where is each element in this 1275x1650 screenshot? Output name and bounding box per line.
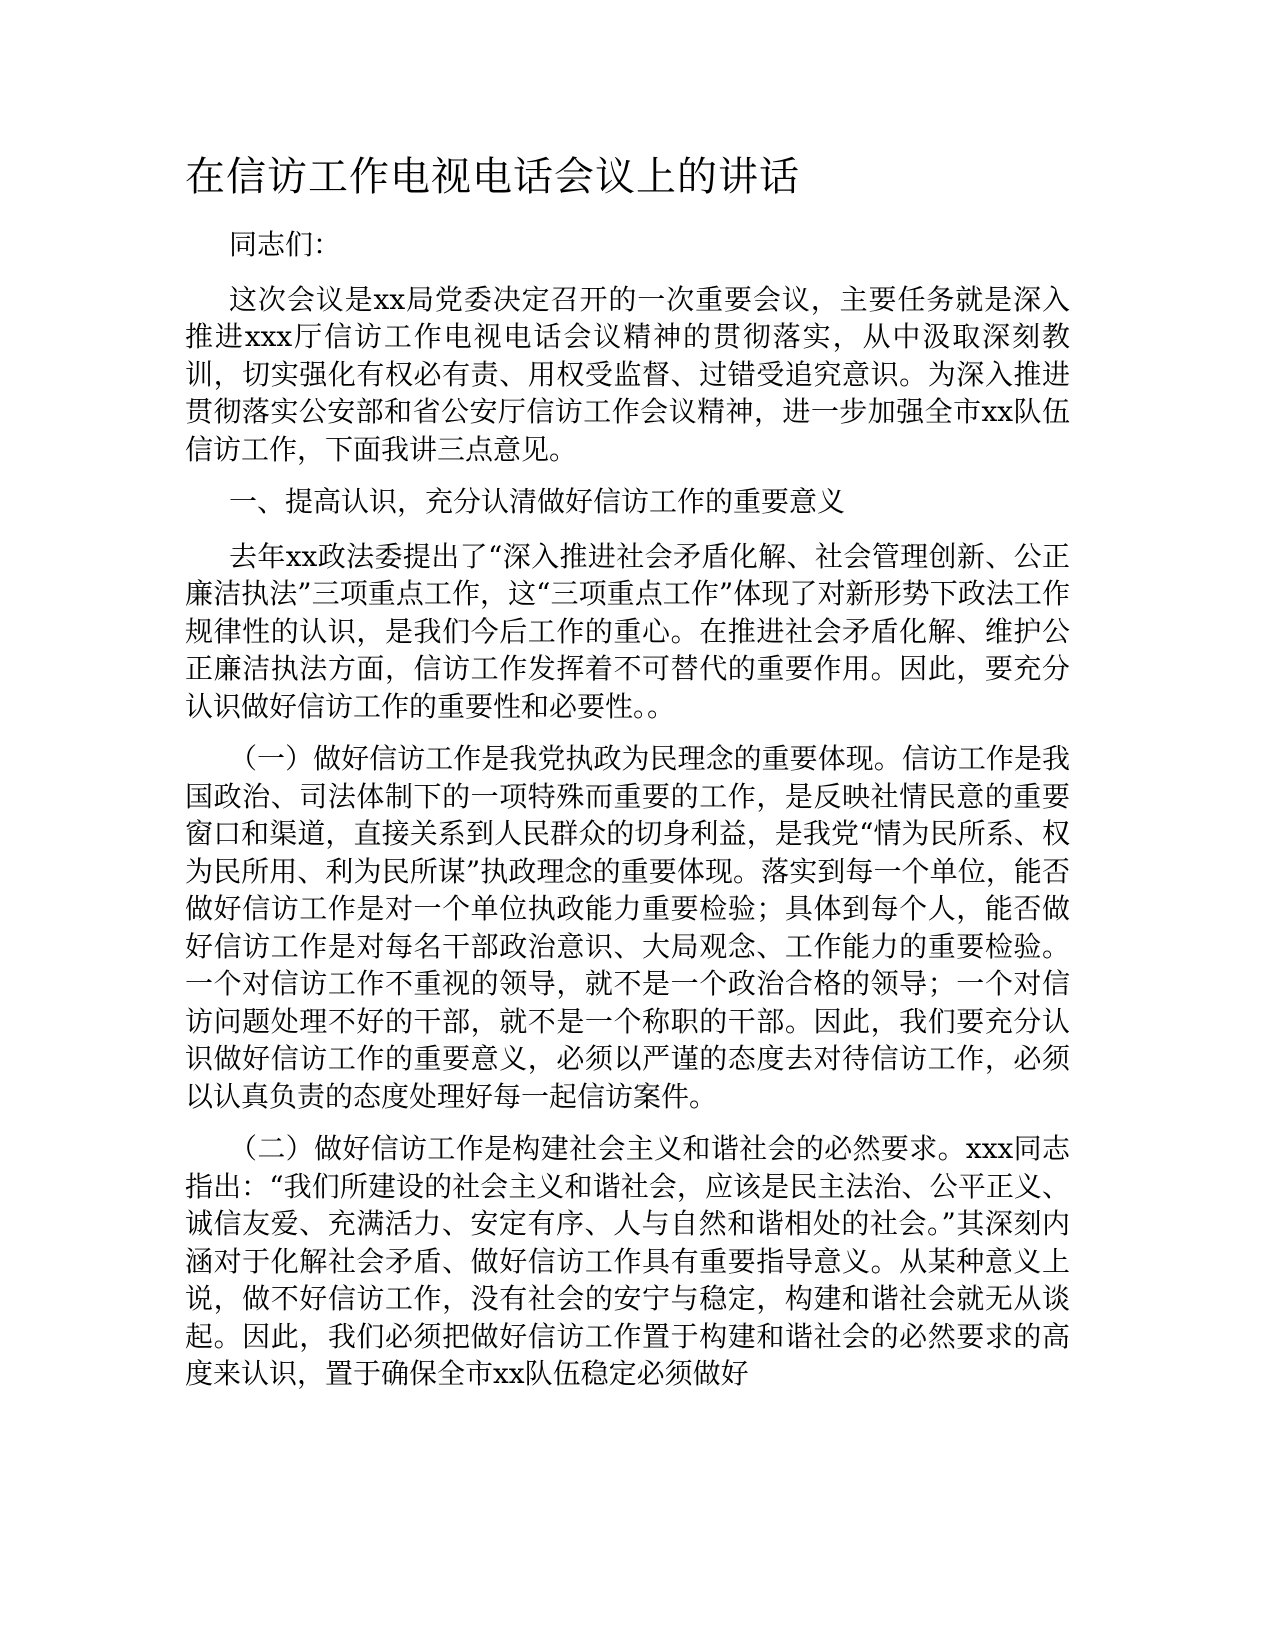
subsection-1-paragraph: （一）做好信访工作是我党执政为民理念的重要体现。信访工作是我国政治、司法体制下的一项特殊而重要的工作，是反映社情民意的重要窗口和渠道，直接关系到人民群众的切身利益，是我党“情为民所系、权为民所用、利为民所谋”执政理念的重要体现。落实到每一个单位，能否做好信访工作是对一个单位执政能力重要检验；具体到每个人，能否做好信访工作是对每名干部政治意识、大局观念、工作能力的重要检验。一个对信访工作不重视的领导，就不是一个政治合格的领导；一个对信访问题处理不好的干部，就不是一个称职的干部。因此，我们要充分认识做好信访工作的重要意义，必须以严谨的态度去对待信访工作，必须以认真负责的态度处理好每一起信访案件。: [185, 742, 1070, 1113]
salutation: 同志们：: [229, 228, 342, 261]
section-heading-1: 一、提高认识，充分认清做好信访工作的重要意义: [229, 485, 846, 518]
subsection-2-paragraph: （二）做好信访工作是构建社会主义和谐社会的必然要求。xxx同志指出：“我们所建设的社会主义和谐社会，应该是民主法治、公平正义、诚信友爱、充满活力、安定有序、人与自然和谐相处的社会。”其深刻内涵对于化解社会矛盾、做好信访工作具有重要指导意义。从某种意义上说，做不好信访工作，没有社会的安宁与稳定，构建和谐社会就无从谈起。因此，我们必须把做好信访工作置于构建和谐社会的必然要求的高度来认识，置于确保全市xx队伍稳定必须做好: [185, 1132, 1070, 1390]
section-1-paragraph: 去年xx政法委提出了“深入推进社会矛盾化解、社会管理创新、公正廉洁执法”三项重点工作，这“三项重点工作”体现了对新形势下政法工作规律性的认识，是我们今后工作的重心。在推进社会矛盾化解、维护公正廉洁执法方面，信访工作发挥着不可替代的重要作用。因此，要充分认识做好信访工作的重要性和必要性。。: [185, 539, 1070, 723]
document-body: [185, 148, 1070, 1408]
intro-paragraph: 这次会议是xx局党委决定召开的一次重要会议，主要任务就是深入推进xxx厅信访工作电视电话会议精神的贯彻落实，从中汲取深刻教训，切实强化有权必有责、用权受监督、过错受追究意识。为深入推进贯彻落实公安部和省公安厅信访工作会议精神，进一步加强全市xx队伍信访工作，下面我讲三点意见。: [185, 282, 1070, 466]
document-title: 在信访工作电视电话会议上的讲话: [185, 154, 800, 200]
